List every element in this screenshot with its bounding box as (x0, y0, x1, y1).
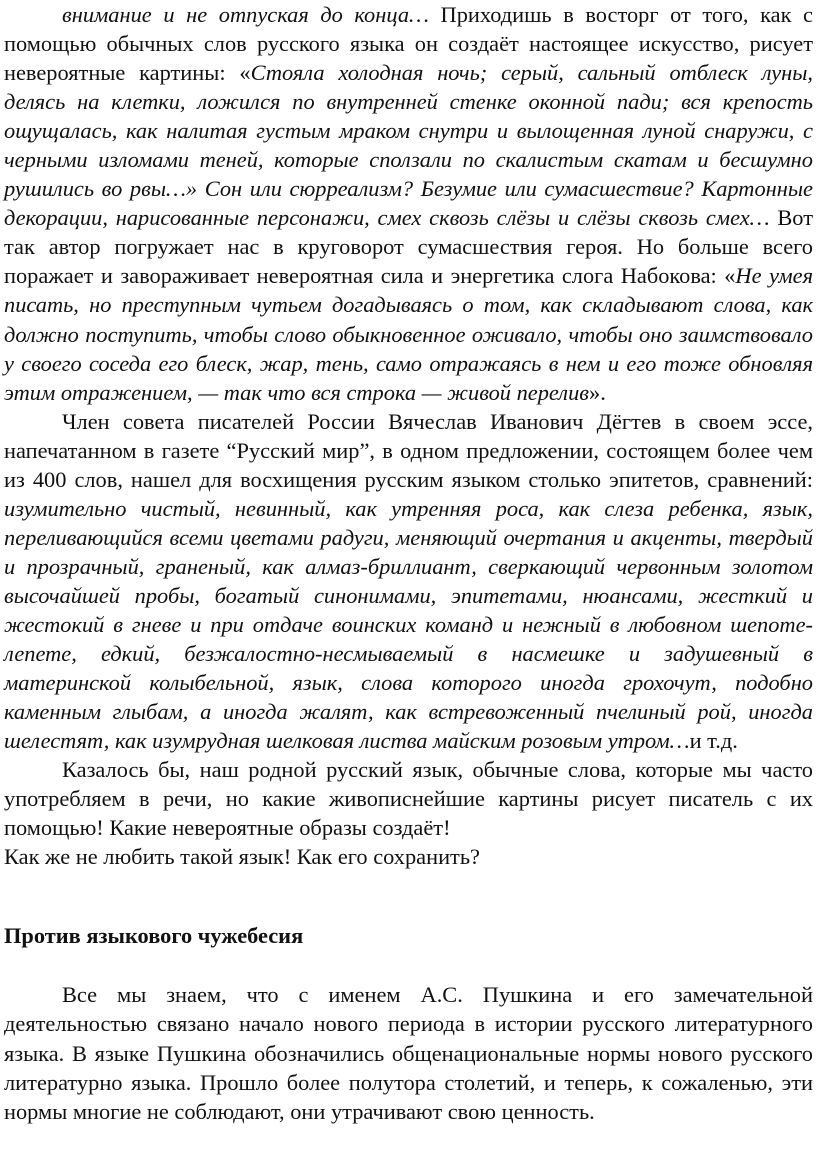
paragraph-pushkin: Все мы знаем, что с именем А.С. Пушкина и его замечательной деятельностью связано начало нового периода в истории русского литературного языка. В языке Пушкина обозначились общенациональные нормы нового русского литературно языка. Прошло более полутора столетий, и теперь, к сожаленью, эти нормы многие не соблюдают, они утрачивают свою ценность. (4, 982, 813, 1124)
paragraph-degtev-essay (4, 407, 813, 756)
text-fragment: ». (589, 379, 606, 405)
section-heading: Против языкового чужебесия (4, 923, 304, 949)
epithets-italic: изумительно чистый, невинный, как утренняя роса, как слеза ребенка, язык, переливающийся всеми цветами радуги, меняющий очертания и акценты, твердый и прозрачный, граненый, как алмаз-бриллиант, сверкающий червонным золотом высочайшей пробы, богатый синонимами, эпитетами, нюансами, жесткий и жестокий в гневе и при отдаче воинских команд и нежный в любовном шепоте-лепете, едкий, безжалостно-несмываемый в насмешке и задушевный в материнской колыбельной, язык, слова которого иногда грохочут, подобно каменным глыбам, а иногда жалят, как встревоженный пчелиный рой, иногда шелестят, как изумрудная шелковая листва майским розовым утром… (4, 495, 813, 754)
text-fragment: Вот так автор погружает нас в круговорот сумасшествия героя. Но больше всего поражает и завораживает невероятная сила и энергетика слога Набокова: « (4, 205, 813, 289)
paragraph-nabokov-quote (4, 0, 813, 407)
paragraph-question: Как же не любить такой язык! Как его сохранить? (4, 844, 480, 870)
quote-italic: Стояла холодная ночь; серый, сальный отблеск луны, делясь на клетки, ложился по внутренней стенке оконной пади; вся крепость ощущалась, как налитая густым мраком снутри и вылощенная луной снаружи, с черными изломами теней, которые сползали по скалистым скатам и бесшумно рушились во рвы…» Сон или сюрреализм? Безумие или сумасшествие? Картонные декорации, нарисованные персонажи, смех сквозь слёзы и слёзы сквозь смех… (4, 60, 813, 231)
italic-fragment: внимание и не отпуская до конца… (62, 2, 429, 27)
quote-italic: Не умея писать, но преступным чутьем догадываясь о том, как складывают слова, как должно поступить, чтобы слово обыкновенное оживало, чтобы оно заимствовало у своего соседа его блеск, жар, тень, само отражаясь в нем и его тоже обновляя этим отражением, — так что вся строка — живой перелив (4, 263, 813, 405)
text-fragment: Приходишь в восторг от того, как с помощью обычных слов русского языка он создаёт настоящее искусство, рисует невероятные картины: « (4, 2, 813, 86)
text-fragment: Член совета писателей России Вячеслав Иванович Дёгтев в своем эссе, напечатанном в газете “Русский мир”, в одном предложении, состоящем более чем из 400 слов, нашел для восхищения русским языком столько эпитетов, сравнений: (4, 408, 813, 492)
paragraph-conclusion: Казалось бы, наш родной русский язык, обычные слова, которые мы часто употребляем в речи, но какие живописнейшие картины рисует писатель с их помощью! Какие невероятные образы создаёт! (4, 757, 813, 841)
text-fragment: и т.д. (689, 728, 738, 754)
